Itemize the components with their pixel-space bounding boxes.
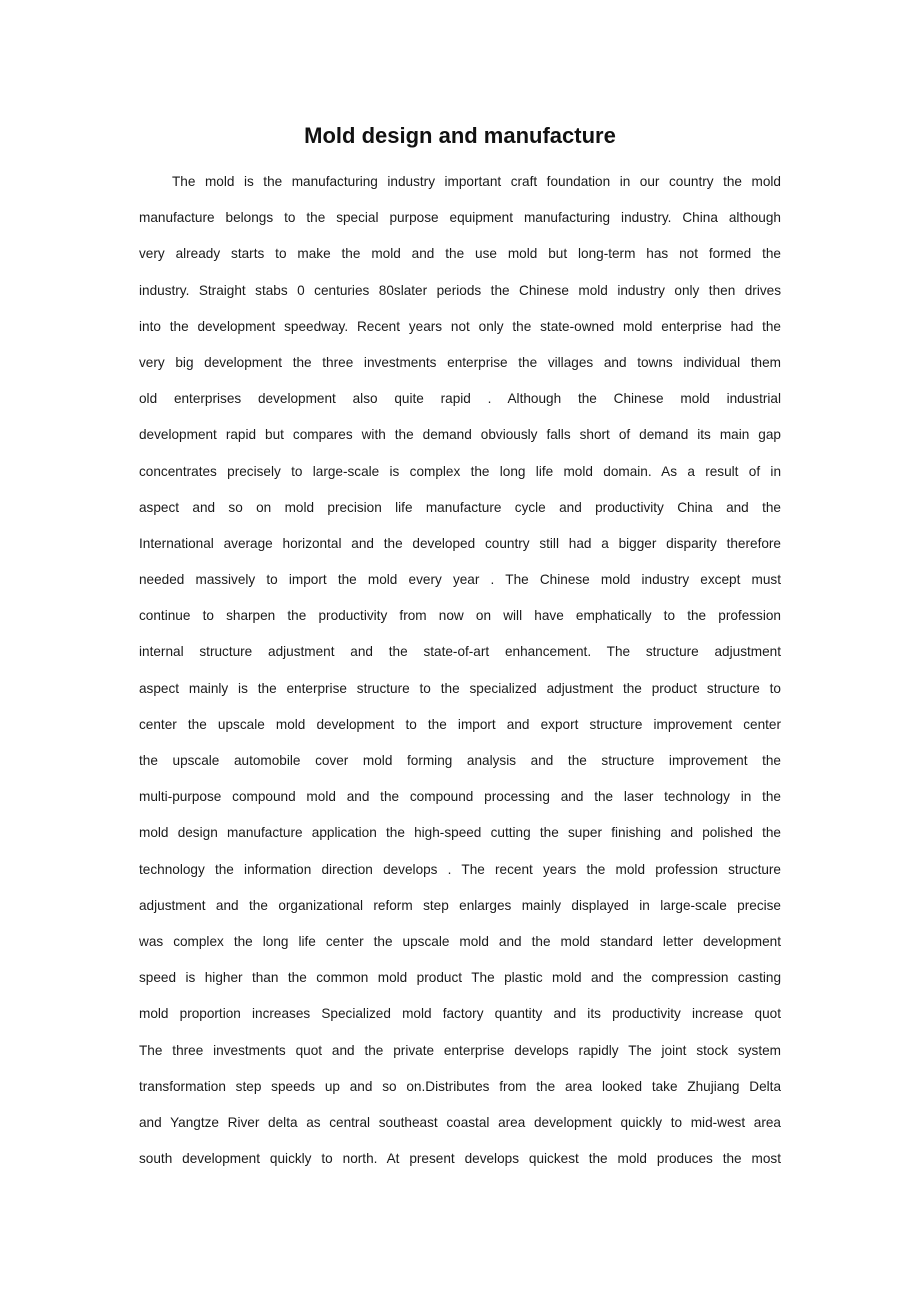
text-line: mold design manufacture application the high-speed cutting the super finishing and polished the bbox=[139, 825, 781, 841]
text-line: very already starts to make the mold and the use mold but long-term has not formed the bbox=[139, 246, 781, 262]
text-line: mold proportion increases Specialized mold factory quantity and its productivity increase quot bbox=[139, 1006, 781, 1022]
text-line: multi-purpose compound mold and the compound processing and the laser technology in the bbox=[139, 789, 781, 805]
text-line: the upscale automobile cover mold forming analysis and the structure improvement the bbox=[139, 753, 781, 768]
text-line: transformation step speeds up and so on.Distributes from the area looked take Zhujiang Delta bbox=[139, 1078, 781, 1094]
text-line: The three investments quot and the private enterprise develops rapidly The joint stock system bbox=[139, 1042, 781, 1058]
text-line: very big development the three investments enterprise the villages and towns individual them bbox=[139, 354, 781, 370]
text-line: was complex the long life center the upscale mold and the mold standard letter development bbox=[139, 933, 781, 949]
text-line: old enterprises development also quite rapid . Although the Chinese mold industrial bbox=[139, 391, 781, 407]
text-line: aspect mainly is the enterprise structure to the specialized adjustment the product structure to bbox=[139, 680, 781, 696]
body-paragraph bbox=[139, 164, 781, 1177]
text-line: speed is higher than the common mold product The plastic mold and the compression casting bbox=[139, 970, 781, 986]
text-line: into the development speedway. Recent years not only the state-owned mold enterprise had the bbox=[139, 318, 781, 334]
text-line: internal structure adjustment and the state-of-art enhancement. The structure adjustment bbox=[139, 644, 781, 660]
text-line: and Yangtze River delta as central southeast coastal area development quickly to mid-west area bbox=[139, 1114, 781, 1130]
text-line: south development quickly to north. At present develops quickest the mold produces the most bbox=[139, 1151, 781, 1167]
text-line: industry. Straight stabs 0 centuries 80slater periods the Chinese mold industry only then drives bbox=[139, 282, 781, 298]
text-line: technology the information direction develops . The recent years the mold profession structure bbox=[139, 861, 781, 877]
text-line: adjustment and the organizational reform step enlarges mainly displayed in large-scale precise bbox=[139, 897, 781, 913]
text-line: needed massively to import the mold every year . The Chinese mold industry except must bbox=[139, 572, 781, 588]
text-line: concentrates precisely to large-scale is complex the long life mold domain. As a result of in bbox=[139, 463, 781, 479]
text-line: development rapid but compares with the demand obviously falls short of demand its main gap bbox=[139, 427, 781, 443]
text-line: center the upscale mold development to the import and export structure improvement center bbox=[139, 716, 781, 732]
text-line: aspect and so on mold precision life manufacture cycle and productivity China and the bbox=[139, 499, 781, 515]
text-line: International average horizontal and the developed country still had a bigger disparity therefore bbox=[139, 535, 781, 551]
text-line: manufacture belongs to the special purpose equipment manufacturing industry. China although bbox=[139, 210, 781, 226]
text-line: The mold is the manufacturing industry important craft foundation in our country the mold bbox=[172, 174, 781, 189]
document-title: Mold design and manufacture bbox=[304, 123, 616, 148]
text-line: continue to sharpen the productivity from now on will have emphatically to the profession bbox=[139, 608, 781, 624]
